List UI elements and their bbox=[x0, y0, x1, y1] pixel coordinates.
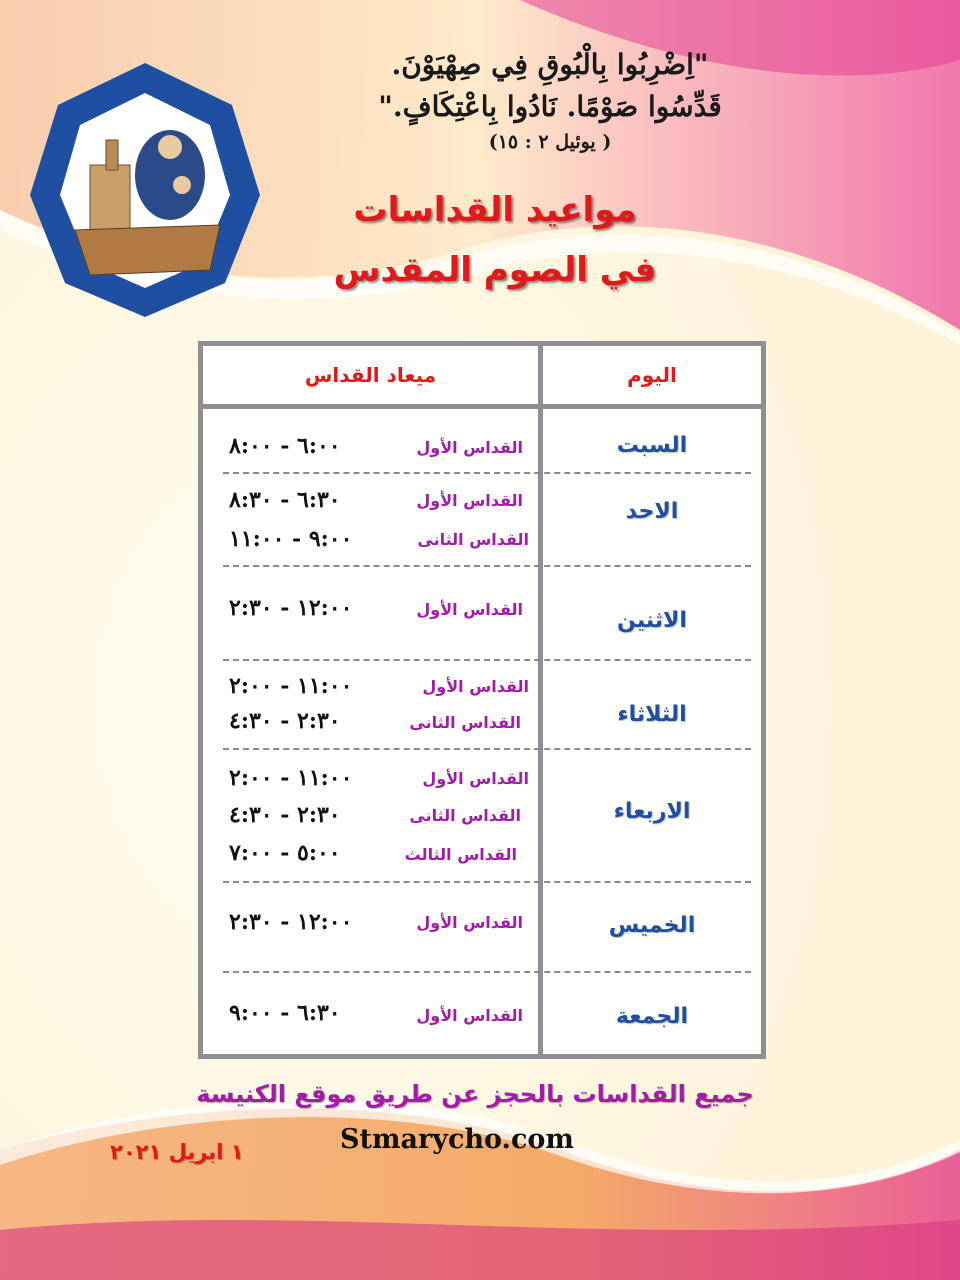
row-divider bbox=[223, 748, 751, 750]
mass-time: ٢:٣٠ - ٤:٣٠ bbox=[229, 802, 341, 828]
mass-label: القداس الأول bbox=[416, 1006, 523, 1025]
header-mass-time: ميعاد القداس bbox=[304, 363, 437, 387]
mass-label: القداس الأول bbox=[416, 491, 523, 510]
row-divider bbox=[223, 472, 751, 474]
mass-time: ٦:٣٠ - ٩:٠٠ bbox=[229, 1000, 341, 1026]
day-sunday: الاحد bbox=[625, 499, 679, 524]
row-divider bbox=[223, 659, 751, 661]
mass-label: القداس الأول bbox=[422, 677, 529, 696]
day-saturday: السبت bbox=[616, 433, 688, 458]
mass-time: ١٢:٠٠ - ٢:٣٠ bbox=[229, 909, 353, 935]
mass-time: ٥:٠٠ - ٧:٠٠ bbox=[229, 840, 341, 866]
day-monday: الاثنين bbox=[617, 608, 687, 633]
mass-time: ١٢:٠٠ - ٢:٣٠ bbox=[229, 595, 353, 621]
mass-time: ١١:٠٠ - ٢:٠٠ bbox=[229, 673, 353, 699]
mass-label: القداس الأول bbox=[416, 438, 523, 457]
page-subtitle: في الصوم المقدس bbox=[333, 250, 657, 290]
mass-label: القداس الأول bbox=[416, 600, 523, 619]
page-title: مواعيد القداسات bbox=[353, 190, 637, 230]
mass-label: القداس الأول bbox=[422, 769, 529, 788]
mass-label: القداس الثالث bbox=[404, 845, 517, 864]
mass-label: القداس الثانى bbox=[417, 530, 529, 549]
mass-label: القداس الأول bbox=[416, 913, 523, 932]
verse-line-1: "اِضْرِبُوا بِالْبُوقِ فِي صِهْيَوْنَ. bbox=[391, 48, 709, 81]
day-tuesday: الثلاثاء bbox=[617, 702, 687, 727]
mass-time: ٦:٠٠ - ٨:٠٠ bbox=[229, 433, 341, 459]
website-link[interactable]: Stmarycho.com bbox=[340, 1124, 574, 1155]
verse-reference: ( يوئيل ٢ : ١٥) bbox=[488, 131, 612, 153]
day-wednesday: الاربعاء bbox=[613, 799, 691, 824]
row-divider bbox=[223, 971, 751, 973]
row-divider bbox=[223, 881, 751, 883]
mass-time: ٩:٠٠ - ١١:٠٠ bbox=[229, 526, 353, 552]
mass-label: القداس الثانى bbox=[409, 806, 521, 825]
publish-date: ١ ابريل ٢٠٢١ bbox=[110, 1140, 244, 1164]
mass-time: ٢:٣٠ - ٤:٣٠ bbox=[229, 708, 341, 734]
schedule-table bbox=[198, 341, 766, 1059]
day-friday: الجمعة bbox=[615, 1004, 689, 1029]
header-day: اليوم bbox=[627, 363, 677, 387]
bible-verse bbox=[230, 44, 870, 156]
verse-line-2: قَدِّسُوا صَوْمًا. نَادُوا بِاعْتِكَافٍ." bbox=[378, 90, 722, 123]
mass-label: القداس الثانى bbox=[409, 713, 521, 732]
table-header bbox=[203, 346, 761, 409]
booking-note: جميع القداسات بالحجز عن طريق موقع الكنيسة bbox=[196, 1080, 754, 1108]
mass-time: ١١:٠٠ - ٢:٠٠ bbox=[229, 765, 353, 791]
row-divider bbox=[223, 565, 751, 567]
mass-time: ٦:٣٠ - ٨:٣٠ bbox=[229, 487, 341, 513]
day-thursday: الخميس bbox=[608, 913, 696, 938]
